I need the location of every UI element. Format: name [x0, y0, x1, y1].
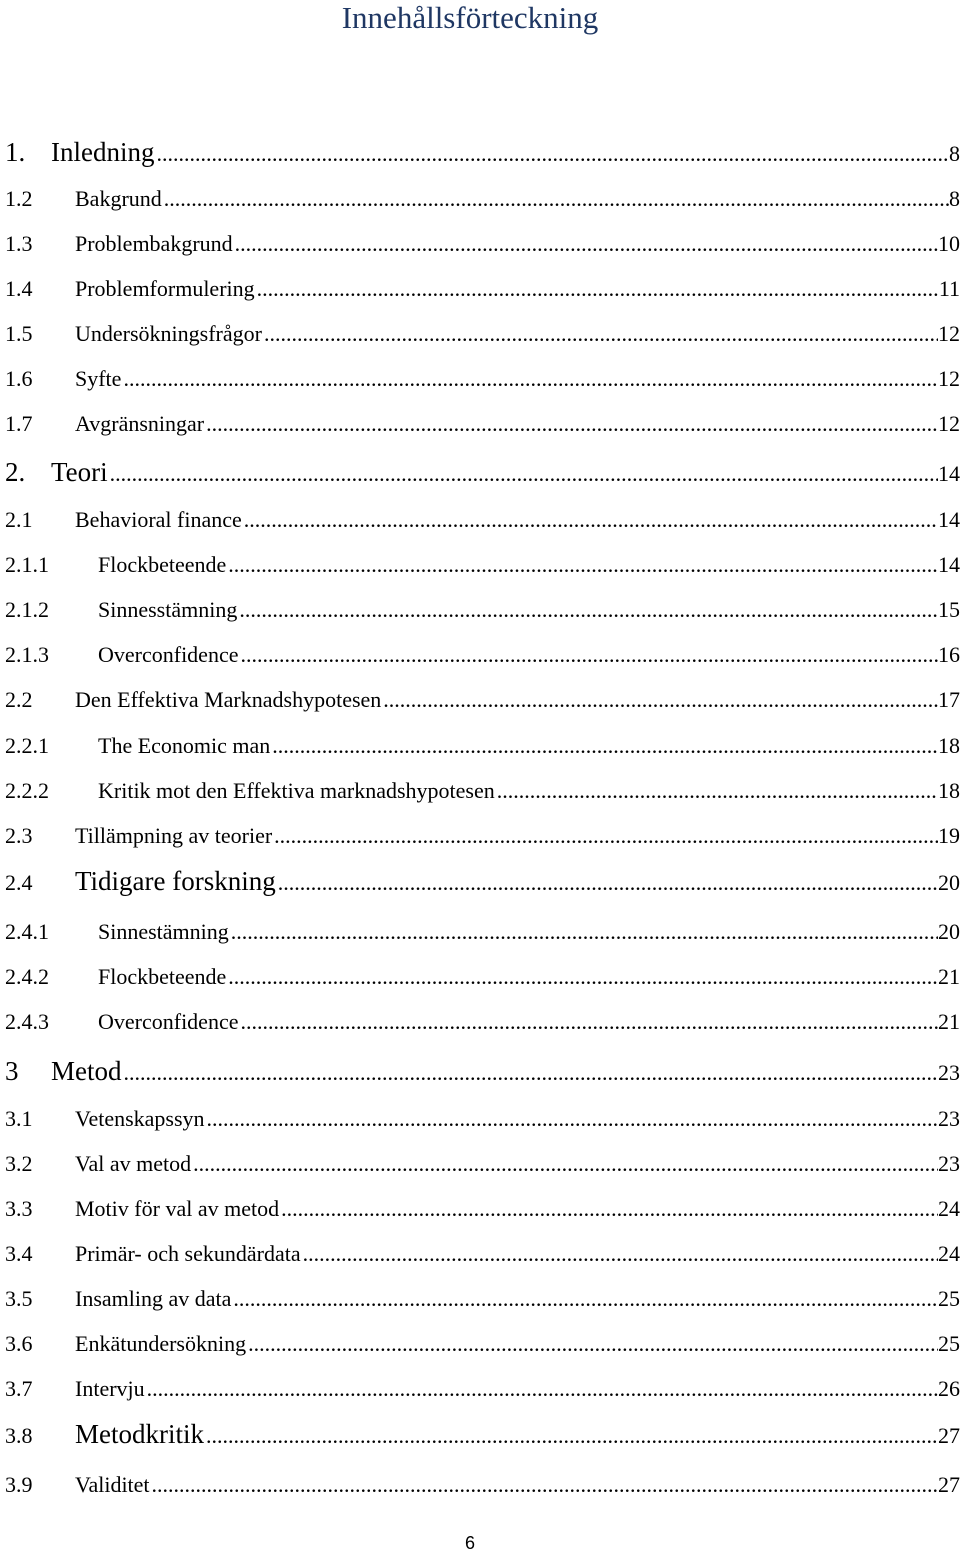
toc-dot-leader: [205, 1106, 938, 1132]
toc-entry-page: 12: [938, 366, 960, 391]
toc-entry-page: 21: [938, 1009, 960, 1034]
toc-dot-leader: [145, 1376, 938, 1402]
toc-entry-number: 2.4.3: [5, 1009, 49, 1034]
toc-entry[interactable]: [5, 1151, 960, 1177]
toc-entry-number: 3.6: [5, 1331, 33, 1356]
toc-dot-leader: [255, 276, 939, 302]
toc-entry-page: 25: [938, 1331, 960, 1356]
toc-dot-leader: [279, 1196, 938, 1222]
toc-dot-leader: [262, 321, 938, 347]
toc-dot-leader: [108, 458, 938, 490]
toc-entry[interactable]: [5, 642, 960, 668]
toc-entry-title: Problembakgrund: [75, 231, 233, 256]
toc-dot-leader: [238, 1009, 938, 1035]
toc-entry-number: 1.: [5, 137, 26, 167]
toc-entry[interactable]: [5, 1376, 960, 1402]
toc-entry-page: 15: [938, 597, 960, 622]
toc-entry-number: 2.2.1: [5, 733, 49, 758]
toc-dot-leader: [121, 366, 938, 392]
toc-dot-leader: [272, 823, 938, 849]
toc-entry-page: 21: [938, 964, 960, 989]
toc-entry[interactable]: [5, 1055, 960, 1089]
toc-entry-number: 1.4: [5, 276, 33, 301]
toc-entry[interactable]: [5, 1286, 960, 1312]
toc-entry-title: Sinnestämning: [98, 919, 229, 944]
toc-entry-page: 19: [938, 823, 960, 848]
toc-entry-page: 10: [938, 231, 960, 256]
toc-entry-number: 2.1.3: [5, 642, 49, 667]
toc-entry-number: 3.1: [5, 1106, 33, 1131]
toc-entry[interactable]: [5, 411, 960, 437]
toc-entry[interactable]: [5, 1196, 960, 1222]
toc-entry-page: 26: [938, 1376, 960, 1401]
toc-entry-number: 1.2: [5, 186, 33, 211]
toc-entry-page: 18: [938, 733, 960, 758]
toc-entry-title: Metod: [51, 1056, 122, 1086]
toc-entry-title: Flockbeteende: [98, 964, 227, 989]
toc-entry-title: Kritik mot den Effektiva marknadshypotesen: [98, 778, 495, 803]
toc-entry-page: 14: [938, 461, 960, 486]
toc-entry[interactable]: [5, 507, 960, 533]
toc-entry-number: 2.3: [5, 823, 33, 848]
toc-entry-page: 17: [938, 687, 960, 712]
toc-entry[interactable]: [5, 597, 960, 623]
toc-entry-number: 2.1.2: [5, 597, 49, 622]
toc-entry[interactable]: [5, 868, 960, 896]
toc-entry-number: 2.4: [5, 870, 33, 895]
toc-entry-page: 12: [938, 411, 960, 436]
toc-dot-leader: [237, 597, 938, 623]
toc-entry[interactable]: [5, 186, 960, 212]
toc-entry-number: 2.1: [5, 507, 33, 532]
toc-entry-number: 1.6: [5, 366, 33, 391]
toc-entry-page: 23: [938, 1106, 960, 1131]
toc-entry[interactable]: [5, 366, 960, 392]
toc-entry[interactable]: [5, 1009, 960, 1035]
toc-dot-leader: [226, 964, 938, 990]
toc-entry-number: 3.7: [5, 1376, 33, 1401]
toc-entry-title: Teori: [51, 457, 108, 487]
toc-entry[interactable]: [5, 231, 960, 257]
toc-entry[interactable]: [5, 733, 960, 759]
toc-dot-leader: [495, 778, 938, 804]
toc-entry-page: 23: [938, 1151, 960, 1176]
toc-entry-number: 1.5: [5, 321, 33, 346]
toc-entry-title: Motiv för val av metod: [75, 1196, 280, 1221]
toc-entry-title: Val av metod: [75, 1151, 192, 1176]
toc-entry-page: 27: [938, 1472, 960, 1497]
toc-entry-number: 1.7: [5, 411, 33, 436]
toc-entry-title: Validitet: [75, 1472, 150, 1497]
toc-entry-number: 2.2.2: [5, 778, 49, 803]
toc-entry[interactable]: [5, 1241, 960, 1267]
toc-entry[interactable]: [5, 778, 960, 804]
toc-entry-title: Flockbeteende: [98, 552, 227, 577]
toc-dot-leader: [276, 870, 938, 896]
toc-entry[interactable]: [5, 552, 960, 578]
toc-entry-title: Den Effektiva Marknadshypotesen: [75, 687, 382, 712]
toc-entry[interactable]: [5, 456, 960, 490]
toc-entry-title: Bakgrund: [75, 186, 162, 211]
toc-entry[interactable]: [5, 919, 960, 945]
toc-entry-page: 20: [938, 919, 960, 944]
toc-entry-number: 3.4: [5, 1241, 33, 1266]
toc-dot-leader: [191, 1151, 938, 1177]
toc-dot-leader: [229, 919, 938, 945]
toc-entry-title: Insamling av data: [75, 1286, 232, 1311]
toc-entry-number: 3.3: [5, 1196, 33, 1221]
toc-entry[interactable]: [5, 1106, 960, 1132]
toc-entry-title: Overconfidence: [98, 1009, 239, 1034]
toc-dot-leader: [381, 687, 938, 713]
toc-entry-title: Undersökningsfrågor: [75, 321, 262, 346]
toc-entry-page: 24: [938, 1196, 960, 1221]
toc-entry-title: Behavioral finance: [75, 507, 242, 532]
toc-entry-number: 2.4.2: [5, 964, 49, 989]
toc-entry-title: Syfte: [75, 366, 122, 391]
toc-entry-page: 11: [938, 276, 960, 301]
toc-entry-page: 12: [938, 321, 960, 346]
toc-dot-leader: [246, 1331, 938, 1357]
page-title: Innehållsförteckning: [341, 0, 599, 35]
toc-dot-leader: [226, 552, 938, 578]
toc-dot-leader: [162, 186, 949, 212]
toc-entry-page: 24: [938, 1241, 960, 1266]
toc-entry-title: Sinnesstämning: [98, 597, 238, 622]
toc-dot-leader: [238, 642, 938, 668]
toc-entry[interactable]: [5, 1331, 960, 1357]
toc-entry-title: The Economic man: [98, 733, 271, 758]
toc-entry-number: 3.9: [5, 1472, 33, 1497]
toc-entry-title: Vetenskapssyn: [75, 1106, 205, 1131]
toc-entry[interactable]: [5, 687, 960, 713]
toc-entry-number: 2.4.1: [5, 919, 49, 944]
toc-entry-page: 27: [938, 1423, 960, 1448]
toc-entry-title: Tillämpning av teorier: [75, 823, 273, 848]
toc-dot-leader: [204, 1423, 938, 1449]
toc-entry[interactable]: [5, 1472, 960, 1498]
toc-dot-leader: [122, 1057, 939, 1089]
toc-entry-number: 2.2: [5, 687, 33, 712]
toc-entry-number: 3: [5, 1056, 19, 1086]
toc-dot-leader: [154, 138, 949, 170]
toc-entry-page: 14: [938, 507, 960, 532]
toc-entry-title: Overconfidence: [98, 642, 239, 667]
toc-entry-page: 25: [938, 1286, 960, 1311]
toc-entry-page: 18: [938, 778, 960, 803]
toc-entry[interactable]: [5, 964, 960, 990]
toc-entry-title: Inledning: [51, 137, 155, 167]
toc-entry-page: 8: [949, 186, 960, 211]
toc-entry-number: 1.3: [5, 231, 33, 256]
page-number: 6: [464, 1533, 475, 1553]
toc-entry[interactable]: [5, 823, 960, 849]
toc-dot-leader: [204, 411, 938, 437]
toc-dot-leader: [242, 507, 938, 533]
toc-entry[interactable]: [5, 276, 960, 302]
toc-entry-page: 14: [938, 552, 960, 577]
toc-entry-number: 2.1.1: [5, 552, 49, 577]
toc-entry-title: Problemformulering: [75, 276, 255, 301]
toc-entry[interactable]: [5, 1421, 960, 1449]
toc-entry-title: Primär- och sekundärdata: [75, 1241, 301, 1266]
toc-entry-page: 16: [938, 642, 960, 667]
toc-entry-number: 3.2: [5, 1151, 33, 1176]
toc-entry-title: Intervju: [75, 1376, 145, 1401]
toc-entry-page: 20: [938, 870, 960, 895]
toc-entry-page: 8: [949, 141, 960, 166]
toc-dot-leader: [233, 231, 938, 257]
toc-entry-title: Tidigare forskning: [75, 866, 276, 896]
toc-entry-title: Enkätundersökning: [75, 1331, 247, 1356]
toc-entry[interactable]: [5, 321, 960, 347]
toc-entry-page: 23: [938, 1060, 960, 1085]
toc-dot-leader: [270, 733, 938, 759]
toc-entry-title: Avgränsningar: [75, 411, 205, 436]
toc-dot-leader: [301, 1241, 938, 1267]
toc-dot-leader: [150, 1472, 938, 1498]
toc-entry-number: 2.: [5, 457, 26, 487]
toc-dot-leader: [231, 1286, 938, 1312]
toc-entry-number: 3.5: [5, 1286, 33, 1311]
toc-entry-number: 3.8: [5, 1423, 33, 1448]
toc-entry-title: Metodkritik: [75, 1419, 204, 1449]
toc-entry[interactable]: [5, 136, 960, 170]
